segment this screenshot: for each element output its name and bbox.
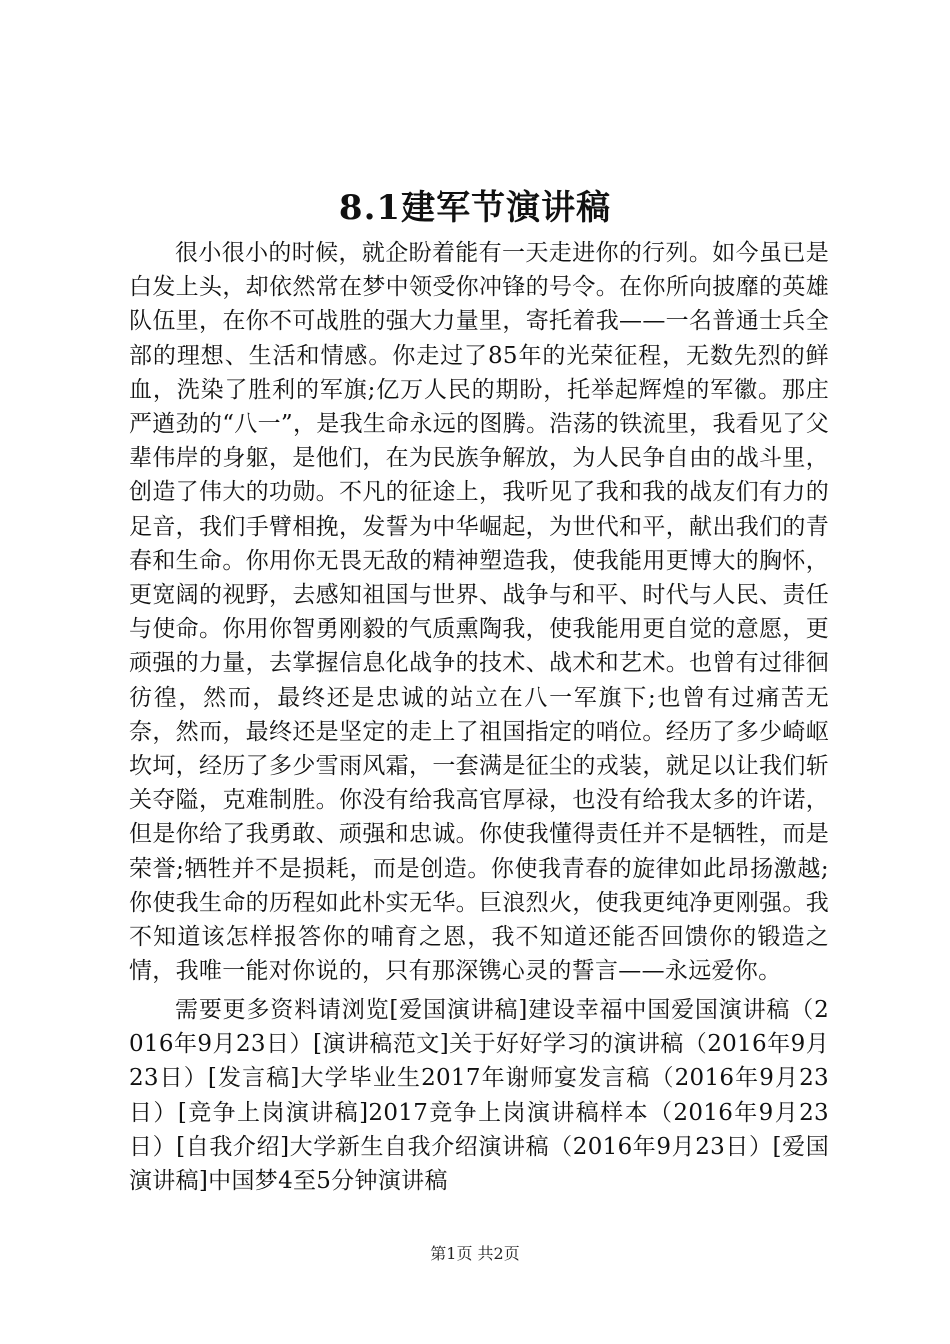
- speech-paragraph: 很小很小的时候，就企盼着能有一天走进你的行列。如今虽已是白发上头，却依然常在梦中领受你冲锋的号令。在你所向披靡的英雄队伍里，在你不可战胜的强大力量里，寄托着我——一名普通士兵全部的理想、生活和情感。你走过了85年的光荣征程，无数先烈的鲜血，洗染了胜利的军旗;亿万人民的期盼，托举起辉煌的军徽。那庄严遒劲的“八一”，是我生命永远的图腾。浩荡的铁流里，我看见了父辈伟岸的身躯，是他们，在为民族争解放，为人民争自由的战斗里，创造了伟大的功勋。不凡的征途上，我听见了我和我的战友们有力的足音，我们手臂相挽，发誓为中华崛起，为世代和平，献出我们的青春和生命。你用你无畏无敌的精神塑造我，使我能用更博大的胸怀，更宽阔的视野，去感知祖国与世界、战争与和平、时代与人民、责任与使命。你用你智勇刚毅的气质熏陶我，使我能用更自觉的意愿，更顽强的力量，去掌握信息化战争的技术、战术和艺术。也曾有过徘徊彷徨，然而，最终还是忠诚的站立在八一军旗下;也曾有过痛苦无奈，然而，最终还是坚定的走上了祖国指定的哨位。经历了多少崎岖坎坷，经历了多少雪雨风霜，一套满是征尘的戎装，就足以让我们斩关夺隘，克难制胜。你没有给我高官厚禄，也没有给我太多的许诺，但是你给了我勇敢、顽强和忠诚。你使我懂得责任并不是牺牲，而是荣誉;牺牲并不是损耗，而是创造。你使我青春的旋律如此昂扬激越;你使我生命的历程如此朴实无华。巨浪烈火，使我更纯净更刚强。我不知道该怎样报答你的哺育之恩，我不知道还能否回馈你的锻造之情，我唯一能对你说的，只有那深镌心灵的誓言——永远爱你。: [129, 240, 829, 985]
- page-footer: 第1页 共2页: [430, 1244, 520, 1263]
- document-title: 8.1建军节演讲稿: [338, 188, 612, 228]
- related-links-paragraph: 需要更多资料请浏览[爱国演讲稿]建设幸福中国爱国演讲稿（2016年9月23日）[演讲稿范文]关于好好学习的演讲稿（2016年9月23日）[发言稿]大学毕业生2017年谢师宴发言稿（2016年9月23日）[竞争上岗演讲稿]2017竞争上岗演讲稿样本（2016年9月23日）[自我介绍]大学新生自我介绍演讲稿（2016年9月23日）[爱国演讲稿]中国梦4至5分钟演讲稿: [129, 997, 829, 1195]
